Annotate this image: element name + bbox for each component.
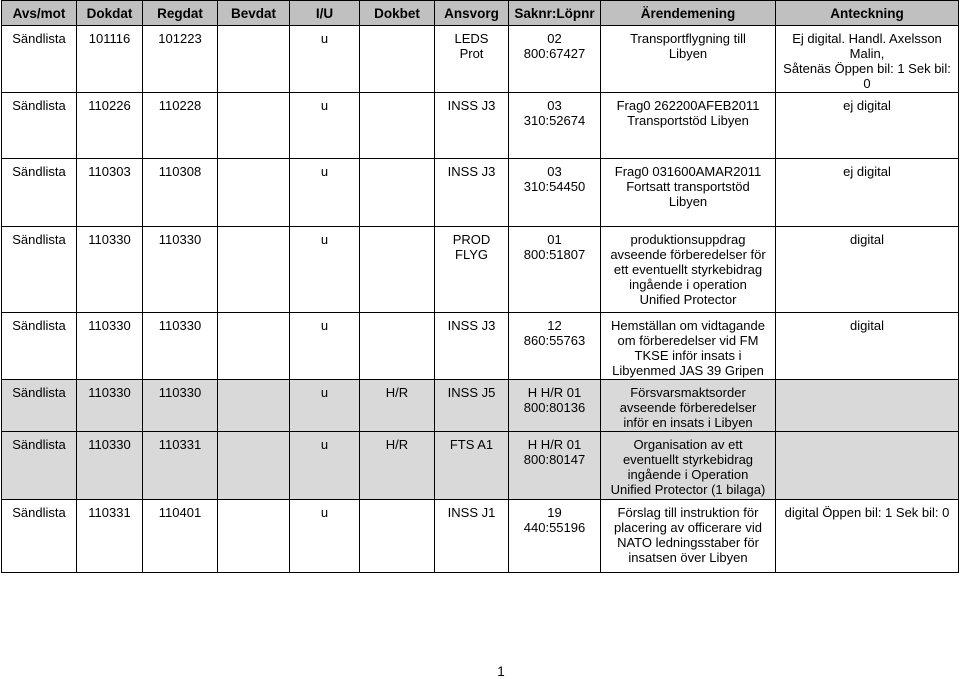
cell-saknr: H H/R 01 800:80147 <box>509 432 601 500</box>
cell-bevdat <box>218 93 290 159</box>
cell-arendemening: Organisation av ett eventuellt styrkebidrag ingående i Operation Unified Protector (1 bilaga) <box>601 432 776 500</box>
cell-bevdat <box>218 500 290 573</box>
cell-bevdat <box>218 159 290 227</box>
cell-dokdat: 110330 <box>77 380 143 432</box>
cell-regdat: 110330 <box>143 313 218 380</box>
cell-anteckning: digital <box>776 313 959 380</box>
col-header-saknr: Saknr:Löpnr <box>509 1 601 26</box>
cell-dokbet <box>360 159 435 227</box>
cell-ansvorg: LEDS Prot <box>435 26 509 93</box>
cell-arendemening: Frag0 031600AMAR2011 Fortsatt transportstöd Libyen <box>601 159 776 227</box>
cell-avs-mot: Sändlista <box>2 313 77 380</box>
cell-dokdat: 110330 <box>77 432 143 500</box>
cell-arendemening: Förslag till instruktion för placering av officerare vid NATO ledningsstaber för insatsen över Libyen <box>601 500 776 573</box>
cell-saknr: 03 310:54450 <box>509 159 601 227</box>
cell-i-u: u <box>290 380 360 432</box>
cell-dokdat: 110331 <box>77 500 143 573</box>
cell-regdat: 101223 <box>143 26 218 93</box>
cell-i-u: u <box>290 500 360 573</box>
cell-regdat: 110331 <box>143 432 218 500</box>
cell-saknr: 12 860:55763 <box>509 313 601 380</box>
cell-arendemening: Hemställan om vidtagande om förberedelser vid FM TKSE inför insats i Libyenmed JAS 39 Gripen <box>601 313 776 380</box>
table-row <box>2 227 959 313</box>
cell-saknr: 03 310:52674 <box>509 93 601 159</box>
cell-dokbet <box>360 26 435 93</box>
cell-dokbet <box>360 227 435 313</box>
cell-dokbet <box>360 93 435 159</box>
cell-saknr: H H/R 01 800:80136 <box>509 380 601 432</box>
cell-anteckning: digital Öppen bil: 1 Sek bil: 0 <box>776 500 959 573</box>
col-header-arendemening: Ärendemening <box>601 1 776 26</box>
cell-ansvorg: INSS J1 <box>435 500 509 573</box>
cell-ansvorg: FTS A1 <box>435 432 509 500</box>
cell-bevdat <box>218 380 290 432</box>
cell-ansvorg: INSS J3 <box>435 313 509 380</box>
cell-avs-mot: Sändlista <box>2 432 77 500</box>
cell-avs-mot: Sändlista <box>2 500 77 573</box>
cell-arendemening: Frag0 262200AFEB2011 Transportstöd Libyen <box>601 93 776 159</box>
cell-dokbet <box>360 500 435 573</box>
cell-dokdat: 110330 <box>77 227 143 313</box>
cell-regdat: 110228 <box>143 93 218 159</box>
cell-avs-mot: Sändlista <box>2 93 77 159</box>
cell-avs-mot: Sändlista <box>2 380 77 432</box>
cell-regdat: 110401 <box>143 500 218 573</box>
cell-dokdat: 101116 <box>77 26 143 93</box>
col-header-anteckning: Anteckning <box>776 1 959 26</box>
table-row <box>2 159 959 227</box>
cell-regdat: 110330 <box>143 227 218 313</box>
cell-anteckning: Ej digital. Handl. Axelsson Malin, Såtenäs Öppen bil: 1 Sek bil: 0 <box>776 26 959 93</box>
register-table <box>1 0 959 573</box>
col-header-regdat: Regdat <box>143 1 218 26</box>
table-row <box>2 500 959 573</box>
page-number: 1 <box>497 664 505 679</box>
cell-dokbet: H/R <box>360 432 435 500</box>
cell-arendemening: produktionsuppdrag avseende förberedelser för ett eventuellt styrkebidrag ingående i operation Unified Protector <box>601 227 776 313</box>
cell-arendemening: Transportflygning till Libyen <box>601 26 776 93</box>
cell-avs-mot: Sändlista <box>2 26 77 93</box>
cell-anteckning: digital <box>776 227 959 313</box>
cell-regdat: 110308 <box>143 159 218 227</box>
col-header-ansvorg: Ansvorg <box>435 1 509 26</box>
cell-bevdat <box>218 313 290 380</box>
cell-ansvorg: INSS J3 <box>435 93 509 159</box>
col-header-dokbet: Dokbet <box>360 1 435 26</box>
cell-saknr: 02 800:67427 <box>509 26 601 93</box>
cell-i-u: u <box>290 93 360 159</box>
cell-dokbet: H/R <box>360 380 435 432</box>
col-header-i-u: I/U <box>290 1 360 26</box>
cell-regdat: 110330 <box>143 380 218 432</box>
table-row <box>2 93 959 159</box>
cell-dokdat: 110330 <box>77 313 143 380</box>
cell-i-u: u <box>290 313 360 380</box>
cell-ansvorg: INSS J3 <box>435 159 509 227</box>
table-row <box>2 432 959 500</box>
cell-bevdat <box>218 227 290 313</box>
cell-anteckning: ej digital <box>776 159 959 227</box>
cell-avs-mot: Sändlista <box>2 159 77 227</box>
header-row <box>2 1 959 26</box>
cell-anteckning: ej digital <box>776 93 959 159</box>
cell-ansvorg: INSS J5 <box>435 380 509 432</box>
table-row <box>2 380 959 432</box>
cell-anteckning <box>776 380 959 432</box>
cell-anteckning <box>776 432 959 500</box>
cell-dokdat: 110303 <box>77 159 143 227</box>
cell-i-u: u <box>290 159 360 227</box>
cell-arendemening: Försvarsmaktsorder avseende förberedelser inför en insats i Libyen <box>601 380 776 432</box>
col-header-dokdat: Dokdat <box>77 1 143 26</box>
cell-i-u: u <box>290 227 360 313</box>
cell-avs-mot: Sändlista <box>2 227 77 313</box>
cell-saknr: 19 440:55196 <box>509 500 601 573</box>
table-row <box>2 26 959 93</box>
cell-dokbet <box>360 313 435 380</box>
col-header-bevdat: Bevdat <box>218 1 290 26</box>
cell-ansvorg: PROD FLYG <box>435 227 509 313</box>
cell-saknr: 01 800:51807 <box>509 227 601 313</box>
cell-bevdat <box>218 26 290 93</box>
cell-i-u: u <box>290 26 360 93</box>
col-header-avs-mot: Avs/mot <box>2 1 77 26</box>
table-row <box>2 313 959 380</box>
cell-i-u: u <box>290 432 360 500</box>
cell-dokdat: 110226 <box>77 93 143 159</box>
cell-bevdat <box>218 432 290 500</box>
